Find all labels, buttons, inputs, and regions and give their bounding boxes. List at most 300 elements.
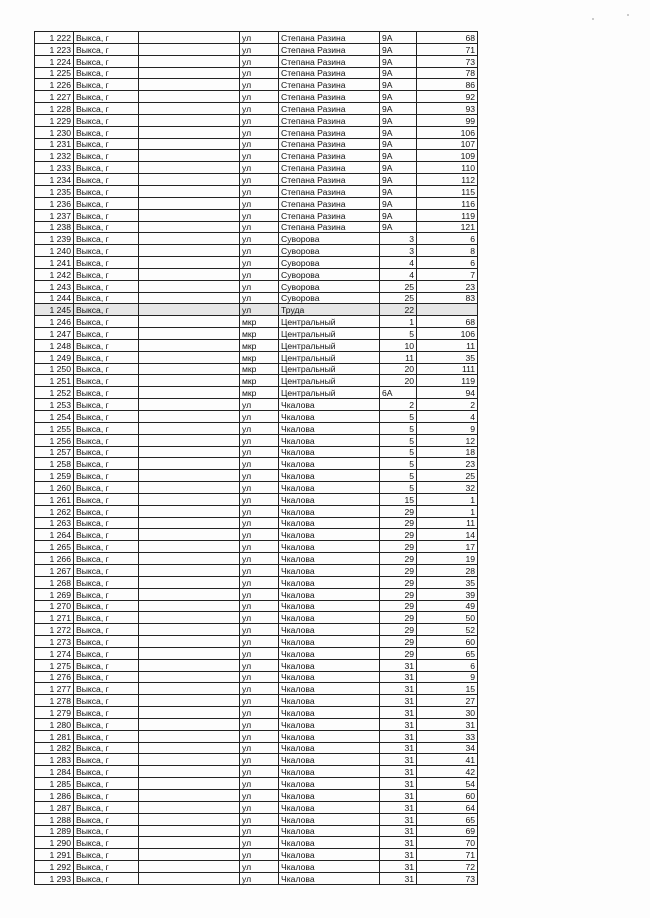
street-name-cell: Чкалова (279, 434, 380, 446)
apartment-cell: 115 (417, 185, 478, 197)
blank-cell (139, 91, 240, 103)
blank-cell (139, 399, 240, 411)
blank-cell (139, 600, 240, 612)
street-type-cell: ул (240, 79, 279, 91)
table-row (35, 730, 478, 742)
street-type-cell: мкр (240, 351, 279, 363)
house-cell: 31 (380, 718, 417, 730)
blank-cell (139, 470, 240, 482)
row-number: 1 244 (35, 292, 74, 304)
blank-cell (139, 233, 240, 245)
blank-cell (139, 517, 240, 529)
apartment-cell: 65 (417, 813, 478, 825)
house-cell: 9А (380, 162, 417, 174)
row-number: 1 229 (35, 114, 74, 126)
table-row (35, 742, 478, 754)
apartment-cell: 2 (417, 399, 478, 411)
house-cell: 9А (380, 197, 417, 209)
apartment-cell: 92 (417, 91, 478, 103)
city-cell: Выкса, г (74, 636, 139, 648)
street-type-cell: ул (240, 221, 279, 233)
house-cell: 5 (380, 328, 417, 340)
street-name-cell: Степана Разина (279, 114, 380, 126)
city-cell: Выкса, г (74, 363, 139, 375)
street-name-cell: Чкалова (279, 861, 380, 873)
table-row (35, 304, 478, 316)
row-number: 1 247 (35, 328, 74, 340)
house-cell: 29 (380, 564, 417, 576)
apartment-cell: 50 (417, 612, 478, 624)
city-cell: Выкса, г (74, 801, 139, 813)
city-cell: Выкса, г (74, 411, 139, 423)
row-number: 1 292 (35, 861, 74, 873)
street-name-cell: Чкалова (279, 659, 380, 671)
house-cell: 9А (380, 43, 417, 55)
city-cell: Выкса, г (74, 671, 139, 683)
street-name-cell: Чкалова (279, 730, 380, 742)
row-number: 1 289 (35, 825, 74, 837)
row-number: 1 228 (35, 103, 74, 115)
street-name-cell: Чкалова (279, 422, 380, 434)
city-cell: Выкса, г (74, 470, 139, 482)
row-number: 1 264 (35, 529, 74, 541)
blank-cell (139, 280, 240, 292)
street-name-cell: Чкалова (279, 837, 380, 849)
row-number: 1 280 (35, 718, 74, 730)
apartment-cell: 99 (417, 114, 478, 126)
table-row (35, 209, 478, 221)
apartment-cell: 41 (417, 754, 478, 766)
city-cell: Выкса, г (74, 707, 139, 719)
street-name-cell: Степана Разина (279, 138, 380, 150)
house-cell: 6А (380, 387, 417, 399)
row-number: 1 235 (35, 185, 74, 197)
apartment-cell: 1 (417, 493, 478, 505)
house-cell: 31 (380, 754, 417, 766)
table-row (35, 493, 478, 505)
table-row (35, 375, 478, 387)
blank-cell (139, 209, 240, 221)
table-row (35, 718, 478, 730)
blank-cell (139, 801, 240, 813)
row-number: 1 237 (35, 209, 74, 221)
house-cell: 9А (380, 32, 417, 44)
row-number: 1 278 (35, 695, 74, 707)
street-type-cell: ул (240, 32, 279, 44)
row-number: 1 226 (35, 79, 74, 91)
blank-cell (139, 245, 240, 257)
apartment-cell: 27 (417, 695, 478, 707)
row-number: 1 245 (35, 304, 74, 316)
table-row (35, 32, 478, 44)
blank-cell (139, 742, 240, 754)
apartment-cell: 78 (417, 67, 478, 79)
street-type-cell: ул (240, 790, 279, 802)
apartment-cell: 42 (417, 766, 478, 778)
row-number: 1 249 (35, 351, 74, 363)
street-name-cell: Степана Разина (279, 103, 380, 115)
house-cell: 29 (380, 624, 417, 636)
city-cell: Выкса, г (74, 505, 139, 517)
city-cell: Выкса, г (74, 434, 139, 446)
blank-cell (139, 576, 240, 588)
street-type-cell: ул (240, 529, 279, 541)
street-name-cell: Степана Разина (279, 162, 380, 174)
house-cell: 31 (380, 837, 417, 849)
street-type-cell: ул (240, 861, 279, 873)
street-type-cell: ул (240, 683, 279, 695)
city-cell: Выкса, г (74, 695, 139, 707)
row-number: 1 251 (35, 375, 74, 387)
street-type-cell: ул (240, 209, 279, 221)
street-type-cell: ул (240, 837, 279, 849)
blank-cell (139, 813, 240, 825)
row-number: 1 293 (35, 872, 74, 884)
blank-cell (139, 588, 240, 600)
city-cell: Выкса, г (74, 209, 139, 221)
city-cell: Выкса, г (74, 837, 139, 849)
blank-cell (139, 79, 240, 91)
row-number: 1 261 (35, 493, 74, 505)
apartment-cell: 8 (417, 245, 478, 257)
street-type-cell: ул (240, 636, 279, 648)
house-cell: 9А (380, 79, 417, 91)
apartment-cell: 6 (417, 233, 478, 245)
street-name-cell: Степана Разина (279, 174, 380, 186)
house-cell: 29 (380, 588, 417, 600)
street-name-cell: Суворова (279, 245, 380, 257)
blank-cell (139, 434, 240, 446)
table-row (35, 553, 478, 565)
row-number: 1 231 (35, 138, 74, 150)
row-number: 1 234 (35, 174, 74, 186)
row-number: 1 255 (35, 422, 74, 434)
street-name-cell: Чкалова (279, 446, 380, 458)
apartment-cell: 31 (417, 718, 478, 730)
street-name-cell: Чкалова (279, 683, 380, 695)
city-cell: Выкса, г (74, 79, 139, 91)
street-type-cell: ул (240, 150, 279, 162)
house-cell: 31 (380, 742, 417, 754)
street-name-cell: Степана Разина (279, 79, 380, 91)
row-number: 1 279 (35, 707, 74, 719)
blank-cell (139, 351, 240, 363)
row-number: 1 227 (35, 91, 74, 103)
city-cell: Выкса, г (74, 624, 139, 636)
apartment-cell: 12 (417, 434, 478, 446)
table-row (35, 197, 478, 209)
house-cell: 5 (380, 434, 417, 446)
blank-cell (139, 790, 240, 802)
row-number: 1 243 (35, 280, 74, 292)
street-type-cell: ул (240, 233, 279, 245)
street-type-cell: ул (240, 624, 279, 636)
table-row (35, 91, 478, 103)
apartment-cell: 35 (417, 351, 478, 363)
apartment-cell: 64 (417, 801, 478, 813)
row-number: 1 257 (35, 446, 74, 458)
row-number: 1 230 (35, 126, 74, 138)
blank-cell (139, 185, 240, 197)
city-cell: Выкса, г (74, 55, 139, 67)
street-name-cell: Центральный (279, 375, 380, 387)
street-name-cell: Чкалова (279, 612, 380, 624)
table-row (35, 55, 478, 67)
city-cell: Выкса, г (74, 174, 139, 186)
table-row (35, 505, 478, 517)
apartment-cell: 23 (417, 280, 478, 292)
street-name-cell: Чкалова (279, 553, 380, 565)
table-row (35, 126, 478, 138)
scan-speck (592, 18, 594, 20)
street-name-cell: Степана Разина (279, 197, 380, 209)
street-type-cell: ул (240, 245, 279, 257)
apartment-cell: 93 (417, 103, 478, 115)
city-cell: Выкса, г (74, 529, 139, 541)
city-cell: Выкса, г (74, 185, 139, 197)
street-type-cell: мкр (240, 375, 279, 387)
apartment-cell: 60 (417, 790, 478, 802)
table-row (35, 470, 478, 482)
house-cell: 3 (380, 233, 417, 245)
table-row (35, 399, 478, 411)
table-row (35, 517, 478, 529)
street-type-cell: ул (240, 813, 279, 825)
house-cell: 5 (380, 411, 417, 423)
house-cell: 5 (380, 458, 417, 470)
house-cell: 29 (380, 600, 417, 612)
table-row (35, 411, 478, 423)
house-cell: 9А (380, 67, 417, 79)
table-row (35, 576, 478, 588)
street-type-cell: ул (240, 55, 279, 67)
table-row (35, 813, 478, 825)
table-row (35, 564, 478, 576)
table-row (35, 339, 478, 351)
row-number: 1 265 (35, 541, 74, 553)
street-type-cell: ул (240, 872, 279, 884)
apartment-cell: 14 (417, 529, 478, 541)
table-row (35, 683, 478, 695)
city-cell: Выкса, г (74, 517, 139, 529)
street-type-cell: ул (240, 517, 279, 529)
row-number: 1 285 (35, 778, 74, 790)
row-number: 1 290 (35, 837, 74, 849)
house-cell: 9А (380, 55, 417, 67)
street-name-cell: Чкалова (279, 600, 380, 612)
apartment-cell: 17 (417, 541, 478, 553)
house-cell: 9А (380, 103, 417, 115)
house-cell: 2 (380, 399, 417, 411)
city-cell: Выкса, г (74, 43, 139, 55)
house-cell: 31 (380, 659, 417, 671)
blank-cell (139, 624, 240, 636)
house-cell: 29 (380, 647, 417, 659)
apartment-cell: 25 (417, 470, 478, 482)
row-number: 1 258 (35, 458, 74, 470)
table-row (35, 351, 478, 363)
house-cell: 29 (380, 529, 417, 541)
table-row (35, 328, 478, 340)
city-cell: Выкса, г (74, 553, 139, 565)
street-type-cell: мкр (240, 328, 279, 340)
blank-cell (139, 529, 240, 541)
city-cell: Выкса, г (74, 197, 139, 209)
row-number: 1 225 (35, 67, 74, 79)
street-type-cell: ул (240, 849, 279, 861)
table-row (35, 150, 478, 162)
street-type-cell: ул (240, 458, 279, 470)
street-name-cell: Чкалова (279, 766, 380, 778)
table-row (35, 114, 478, 126)
address-table (34, 31, 478, 885)
apartment-cell: 119 (417, 209, 478, 221)
row-number: 1 259 (35, 470, 74, 482)
street-type-cell: ул (240, 162, 279, 174)
blank-cell (139, 422, 240, 434)
blank-cell (139, 32, 240, 44)
house-cell: 29 (380, 612, 417, 624)
house-cell: 31 (380, 849, 417, 861)
street-type-cell: ул (240, 280, 279, 292)
blank-cell (139, 387, 240, 399)
apartment-cell: 68 (417, 316, 478, 328)
apartment-cell: 106 (417, 126, 478, 138)
table-row (35, 280, 478, 292)
street-type-cell: ул (240, 612, 279, 624)
city-cell: Выкса, г (74, 766, 139, 778)
house-cell: 1 (380, 316, 417, 328)
blank-cell (139, 162, 240, 174)
street-type-cell: мкр (240, 339, 279, 351)
city-cell: Выкса, г (74, 872, 139, 884)
table-row (35, 612, 478, 624)
street-name-cell: Чкалова (279, 517, 380, 529)
house-cell: 29 (380, 553, 417, 565)
table-row (35, 825, 478, 837)
house-cell: 4 (380, 268, 417, 280)
street-type-cell: ул (240, 505, 279, 517)
row-number: 1 254 (35, 411, 74, 423)
table-row (35, 624, 478, 636)
row-number: 1 256 (35, 434, 74, 446)
street-name-cell: Чкалова (279, 825, 380, 837)
table-row (35, 778, 478, 790)
blank-cell (139, 375, 240, 387)
street-type-cell: ул (240, 257, 279, 269)
street-type-cell: ул (240, 801, 279, 813)
row-number: 1 250 (35, 363, 74, 375)
house-cell: 9А (380, 209, 417, 221)
row-number: 1 232 (35, 150, 74, 162)
city-cell: Выкса, г (74, 292, 139, 304)
street-name-cell: Чкалова (279, 636, 380, 648)
blank-cell (139, 612, 240, 624)
street-type-cell: ул (240, 825, 279, 837)
house-cell: 9А (380, 150, 417, 162)
house-cell: 5 (380, 482, 417, 494)
city-cell: Выкса, г (74, 268, 139, 280)
row-number: 1 277 (35, 683, 74, 695)
row-number: 1 266 (35, 553, 74, 565)
apartment-cell: 9 (417, 422, 478, 434)
street-name-cell: Чкалова (279, 505, 380, 517)
table-row (35, 446, 478, 458)
city-cell: Выкса, г (74, 257, 139, 269)
city-cell: Выкса, г (74, 541, 139, 553)
table-row (35, 363, 478, 375)
street-name-cell: Чкалова (279, 493, 380, 505)
row-number: 1 282 (35, 742, 74, 754)
city-cell: Выкса, г (74, 446, 139, 458)
city-cell: Выкса, г (74, 32, 139, 44)
blank-cell (139, 257, 240, 269)
house-cell: 3 (380, 245, 417, 257)
blank-cell (139, 766, 240, 778)
city-cell: Выкса, г (74, 825, 139, 837)
apartment-cell: 11 (417, 339, 478, 351)
street-name-cell: Чкалова (279, 458, 380, 470)
blank-cell (139, 446, 240, 458)
city-cell: Выкса, г (74, 588, 139, 600)
street-type-cell: ул (240, 434, 279, 446)
city-cell: Выкса, г (74, 351, 139, 363)
street-type-cell: ул (240, 197, 279, 209)
city-cell: Выкса, г (74, 849, 139, 861)
apartment-cell: 9 (417, 671, 478, 683)
apartment-cell: 112 (417, 174, 478, 186)
blank-cell (139, 221, 240, 233)
street-name-cell: Суворова (279, 280, 380, 292)
row-number: 1 260 (35, 482, 74, 494)
street-name-cell: Чкалова (279, 695, 380, 707)
street-name-cell: Степана Разина (279, 126, 380, 138)
street-type-cell: ул (240, 766, 279, 778)
street-name-cell: Степана Разина (279, 91, 380, 103)
house-cell: 31 (380, 778, 417, 790)
apartment-cell: 60 (417, 636, 478, 648)
apartment-cell: 71 (417, 43, 478, 55)
row-number: 1 291 (35, 849, 74, 861)
street-name-cell: Степана Разина (279, 209, 380, 221)
city-cell: Выкса, г (74, 103, 139, 115)
house-cell: 10 (380, 339, 417, 351)
blank-cell (139, 778, 240, 790)
house-cell: 31 (380, 872, 417, 884)
row-number: 1 281 (35, 730, 74, 742)
row-number: 1 224 (35, 55, 74, 67)
street-name-cell: Центральный (279, 387, 380, 399)
row-number: 1 270 (35, 600, 74, 612)
street-name-cell: Центральный (279, 328, 380, 340)
house-cell: 29 (380, 576, 417, 588)
city-cell: Выкса, г (74, 659, 139, 671)
street-name-cell: Центральный (279, 351, 380, 363)
street-name-cell: Степана Разина (279, 221, 380, 233)
house-cell: 31 (380, 730, 417, 742)
house-cell: 20 (380, 363, 417, 375)
house-cell: 29 (380, 517, 417, 529)
city-cell: Выкса, г (74, 576, 139, 588)
blank-cell (139, 482, 240, 494)
table-row (35, 245, 478, 257)
street-name-cell: Степана Разина (279, 55, 380, 67)
apartment-cell: 109 (417, 150, 478, 162)
apartment-cell: 11 (417, 517, 478, 529)
apartment-cell: 28 (417, 564, 478, 576)
house-cell: 29 (380, 636, 417, 648)
table-row (35, 837, 478, 849)
